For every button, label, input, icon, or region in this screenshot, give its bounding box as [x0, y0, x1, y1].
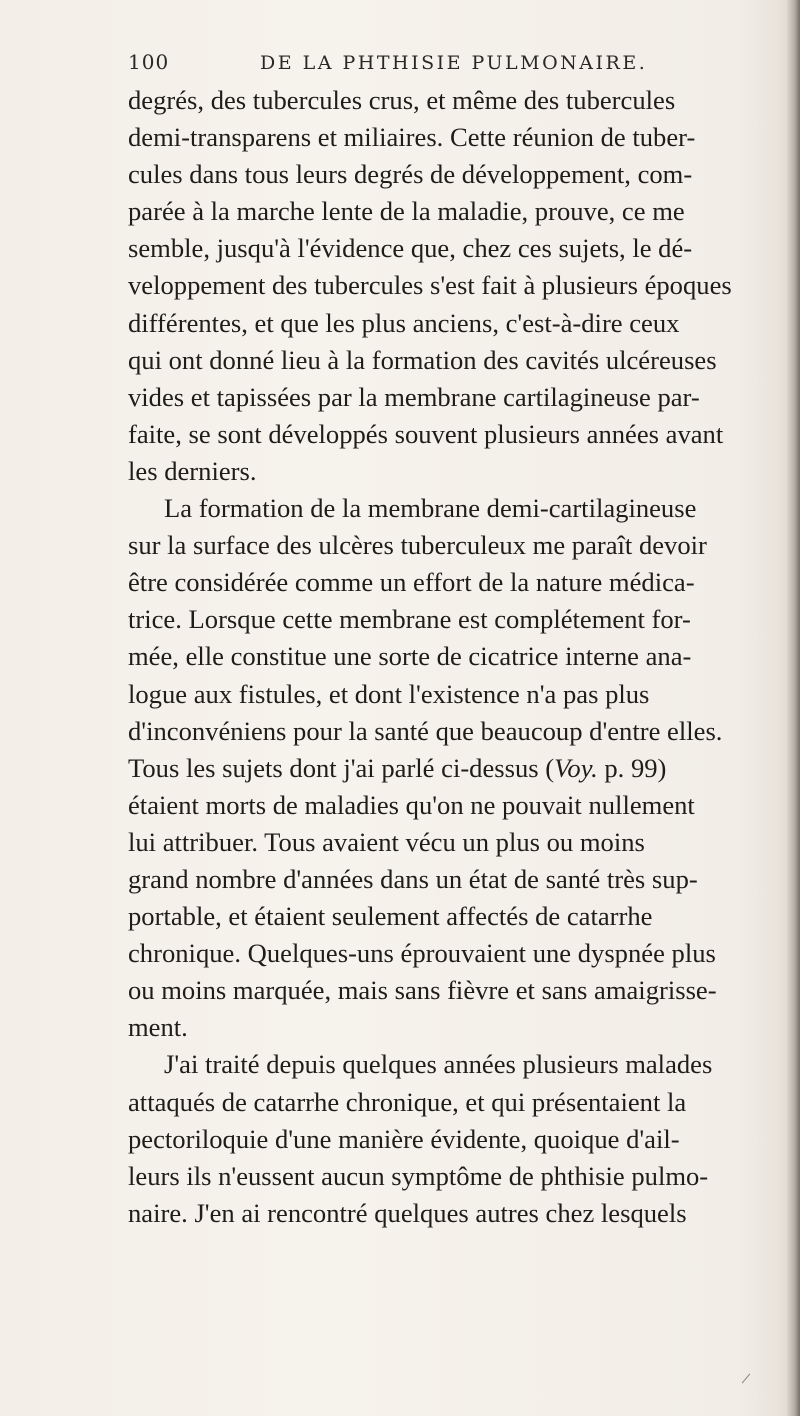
text-line: cules dans tous leurs degrés de développement, com- — [128, 159, 693, 190]
text-line: veloppement des tubercules s'est fait à plusieurs époques — [128, 270, 732, 301]
text-line: demi-transparens et miliaires. Cette réunion de tuber- — [128, 122, 696, 153]
text-line: logue aux fistules, et dont l'existence n'a pas plus — [128, 678, 650, 709]
text-line: degrés, des tubercules crus, et même des tubercules — [128, 85, 676, 115]
text-line: faite, se sont développés souvent plusieurs années avant — [128, 418, 724, 449]
cross-reference-abbrev: Voy. — [554, 752, 598, 783]
text-line: attaqués de catarrhe chronique, et qui présentaient la — [128, 1086, 687, 1117]
page-header — [128, 50, 748, 82]
text-line: ment. — [128, 1012, 188, 1043]
text-line: ou moins marquée, mais sans fièvre et sans amaigrisse- — [128, 975, 717, 1006]
text-line: parée à la marche lente de la maladie, prouve, ce me — [128, 196, 685, 227]
page-number: 100 — [128, 50, 170, 74]
text-line: qui ont donné lieu à la formation des cavités ulcéreuses — [128, 344, 717, 375]
body-text — [128, 82, 768, 1232]
text-line: semble, jusqu'à l'évidence que, chez ces sujets, le dé- — [128, 233, 693, 264]
text-line: lui attribuer. Tous avaient vécu un plus ou moins — [128, 826, 645, 857]
text-line: naire. J'en ai rencontré quelques autres chez lesquels — [128, 1197, 687, 1228]
text-line: portable, et étaient seulement affectés de catarrhe — [128, 901, 653, 932]
text-line: chronique. Quelques-uns éprouvaient une dyspnée plus — [128, 938, 716, 969]
text-line: leurs ils n'eussent aucun symptôme de phthisie pulmo- — [128, 1160, 709, 1191]
text-line: pectoriloquie d'une manière évidente, quoique d'ail- — [128, 1123, 680, 1154]
paragraph-start-line: J'ai traité depuis quelques années plusieurs malades — [164, 1049, 713, 1080]
text-line: les derniers. — [128, 455, 257, 486]
running-title: DE LA PHTHISIE PULMONAIRE. — [260, 52, 648, 74]
text-segment: p. 99) — [597, 752, 667, 783]
page-edge-shadow — [786, 0, 800, 1416]
text-line: trice. Lorsque cette membrane est complétement for- — [128, 604, 691, 635]
text-line: vides et tapissées par la membrane cartilagineuse par- — [128, 381, 700, 412]
paragraph-start-line: La formation de la membrane demi-cartilagineuse — [164, 493, 697, 524]
text-line: d'inconvéniens pour la santé que beaucoup d'entre elles. — [128, 715, 723, 746]
text-line: être considérée comme un effort de la nature médica- — [128, 567, 695, 598]
text-line: étaient morts de maladies qu'on ne pouvait nullement — [128, 789, 695, 820]
text-line: différentes, et que les plus anciens, c'est-à-dire ceux — [128, 307, 680, 338]
text-segment: Tous les sujets dont j'ai parlé ci-dessus ( — [128, 752, 555, 783]
text-line — [128, 750, 768, 787]
text-line: mée, elle constitue une sorte de cicatrice interne ana- — [128, 641, 692, 672]
text-line: grand nombre d'années dans un état de santé très sup- — [128, 863, 698, 894]
text-line: sur la surface des ulcères tuberculeux me paraît devoir — [128, 530, 707, 561]
stray-pen-mark — [742, 1374, 750, 1384]
